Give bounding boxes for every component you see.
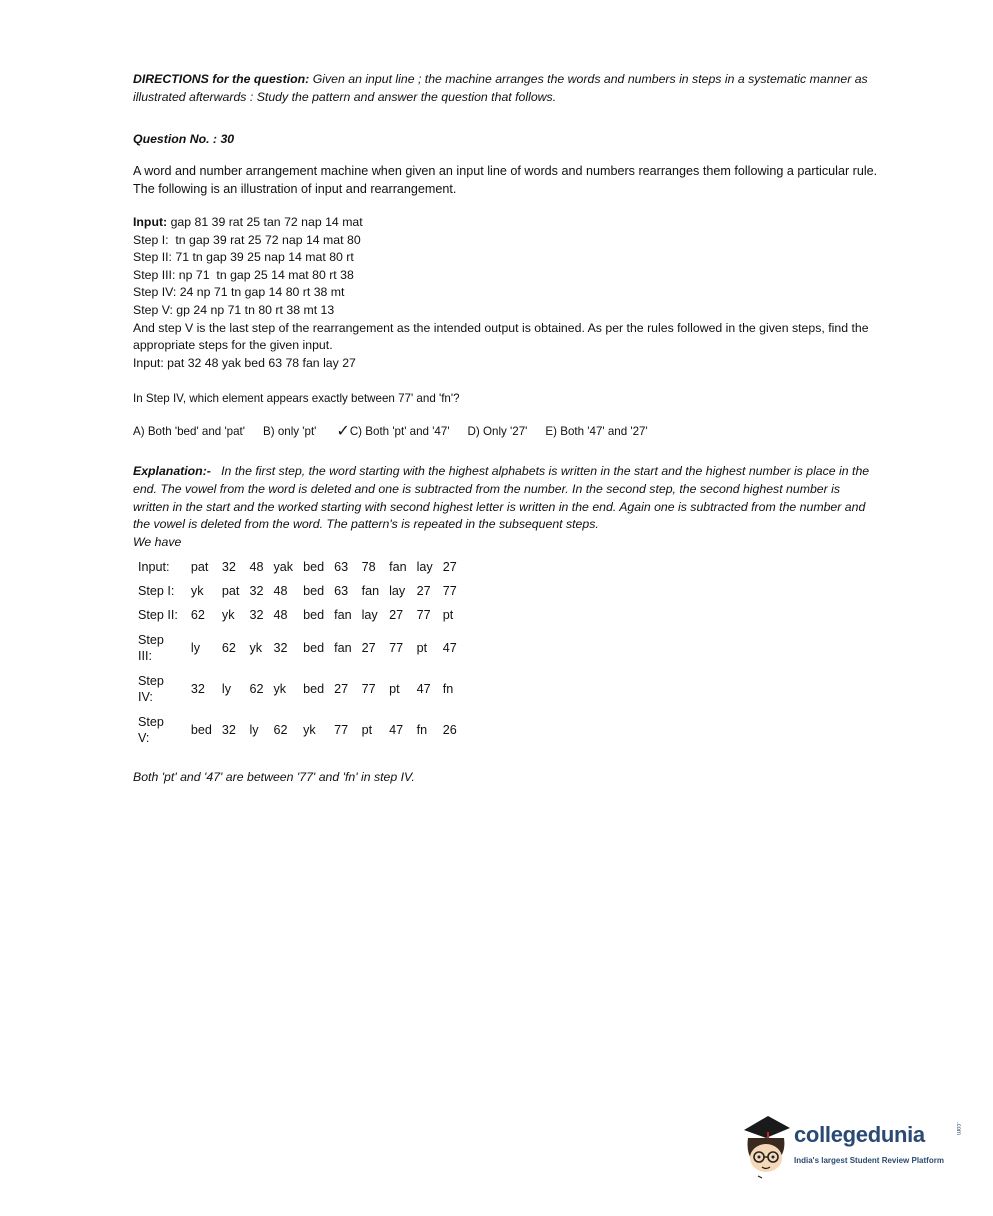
table-cell: yk: [221, 608, 235, 623]
given-input: Input: pat 32 48 yak bed 63 78 fan lay 27: [133, 355, 356, 370]
directions-label: DIRECTIONS for the question:: [133, 72, 310, 86]
table-row: [133, 603, 462, 627]
table-cell: 62: [249, 681, 264, 696]
input-label: Input:: [133, 215, 168, 229]
table-cell: 47: [416, 681, 431, 696]
logo-tagline: India's largest Student Review Platform: [794, 1156, 944, 1165]
table-cell: 27: [442, 560, 457, 575]
table-cell: 62: [221, 640, 236, 655]
question-page: [133, 70, 878, 784]
table-cell: fn: [416, 722, 428, 737]
table-row: [133, 579, 462, 603]
directions-text: Given an input line ; the machine arranges the words and numbers in steps in a systematic manner as illustrated afterwards : Study the pattern and answer the question that follows.: [133, 72, 868, 104]
question-number: Question No. : 30: [133, 132, 235, 146]
explanation: [133, 463, 878, 533]
illustration-step: Step I: tn gap 39 rat 25 72 nap 14 mat 80: [133, 232, 361, 247]
table-cell: 47: [442, 640, 457, 655]
table-cell: fn: [442, 681, 454, 696]
illustration-step: Step IV: 24 np 71 tn gap 14 80 rt 38 mt: [133, 285, 345, 300]
illustration-step: Step II: 71 tn gap 39 25 nap 14 mat 80 rt: [133, 250, 354, 265]
table-cell: pt: [389, 681, 400, 696]
explanation-text: In the first step, the word starting with the highest alphabets is written in the start and the highest number is place in the end. The vowel from the word is deleted and one is subtracted from the number. In the second step, the second highest number is written in the start and the worked starting with second highest letter is written in the end. Again one is subtracted from the number and the vowel is deleted from the word. The pattern's is repeated in the subsequent steps.: [133, 464, 870, 532]
table-row: [133, 627, 462, 668]
table-cell: yk: [249, 640, 263, 655]
conclusion: Both 'pt' and '47' are between '77' and 'fn' in step IV.: [133, 770, 415, 785]
row-label: Step V:: [138, 714, 164, 745]
option-e: E) Both '47' and '27': [545, 424, 648, 438]
illustration-step: Step V: gp 24 np 71 tn 80 rt 38 mt 13: [133, 302, 335, 317]
row-label: Step IV:: [138, 673, 164, 704]
option-b: B) only 'pt': [263, 424, 317, 438]
illustration: [133, 214, 878, 372]
table-cell: 77: [416, 608, 431, 623]
illustration-step: Step III: np 71 tn gap 25 14 mat 80 rt 38: [133, 267, 354, 282]
table-cell: 48: [273, 608, 288, 623]
table-cell: lay: [416, 560, 433, 575]
table-cell: pt: [416, 640, 428, 655]
table-cell: bed: [303, 681, 325, 696]
table-cell: 27: [389, 608, 404, 623]
table-cell: 48: [249, 560, 264, 575]
table-cell: 63: [334, 584, 349, 599]
table-cell: ly: [221, 681, 232, 696]
row-label: Step I:: [138, 584, 175, 599]
input-text: gap 81 39 rat 25 tan 72 nap 14 mat: [167, 215, 363, 229]
option-c-label: C) Both 'pt' and '47': [349, 425, 450, 439]
option-a: A) Both 'bed' and 'pat': [133, 424, 245, 438]
row-label: Input:: [138, 560, 170, 575]
table-cell: 32: [221, 722, 236, 737]
table-cell: ly: [249, 722, 259, 737]
intro-text: A word and number arrangement machine when given an input line of words and numbers rearranges them following a particular rule. The following is an illustration of input and rearrangement.: [133, 164, 878, 196]
table-row: [133, 668, 462, 709]
table-cell: 32: [190, 681, 205, 696]
table-cell: 27: [334, 681, 349, 696]
table-cell: 26: [442, 722, 457, 737]
table-cell: fan: [334, 608, 352, 623]
table-cell: yk: [273, 681, 287, 696]
table-cell: 77: [389, 640, 404, 655]
table-cell: bed: [190, 722, 212, 737]
table-cell: pat: [221, 584, 240, 599]
table-cell: 77: [442, 584, 457, 599]
table-cell: yk: [303, 722, 316, 737]
row-label: Step II:: [138, 608, 178, 623]
table-cell: lay: [389, 584, 406, 599]
checkmark-icon: ✓: [336, 423, 350, 441]
table-cell: yak: [273, 560, 294, 575]
table-cell: pat: [190, 560, 209, 575]
illustration-closing: And step V is the last step of the rearrangement as the intended output is obtained. As per the rules followed in the given steps, find the appropriate steps for the given input.: [133, 320, 869, 353]
table-cell: fan: [334, 640, 352, 655]
mascot-icon: [738, 1108, 794, 1180]
table-cell: fan: [361, 584, 380, 599]
table-cell: 63: [334, 560, 349, 575]
table-cell: lay: [361, 608, 378, 623]
steps-table: [133, 555, 462, 750]
table-row: [133, 709, 462, 750]
table-cell: 27: [361, 640, 376, 655]
table-cell: bed: [303, 608, 325, 623]
row-label: Step III:: [138, 632, 164, 663]
table-cell: 32: [249, 584, 264, 599]
table-cell: 27: [416, 584, 431, 599]
table-cell: ly: [190, 640, 201, 655]
table-cell: pt: [361, 722, 373, 737]
table-cell: pt: [442, 608, 454, 623]
table-row: [133, 555, 462, 579]
table-cell: 32: [273, 640, 288, 655]
table-cell: 48: [273, 584, 288, 599]
table-cell: 47: [389, 722, 404, 737]
table-cell: 62: [190, 608, 205, 623]
table-cell: 78: [361, 560, 376, 575]
table-cell: 62: [273, 722, 288, 737]
options-row: [133, 421, 878, 441]
logo-suffix: .com: [955, 1122, 961, 1136]
table-cell: 32: [221, 560, 236, 575]
table-cell: 77: [361, 681, 376, 696]
table-cell: bed: [303, 560, 325, 575]
question-text: In Step IV, which element appears exactly between 77' and 'fn'?: [133, 392, 460, 406]
table-cell: fan: [389, 560, 407, 575]
explanation-label: Explanation:-: [133, 464, 211, 479]
table-cell: 32: [249, 608, 264, 623]
option-d: D) Only '27': [467, 424, 528, 438]
logo-wordmark: collegedunia: [794, 1122, 925, 1147]
option-c: [336, 421, 449, 441]
collegedunia-logo: [738, 1108, 968, 1188]
illustration-input: [133, 214, 878, 232]
table-cell: 77: [334, 722, 349, 737]
we-have: We have: [133, 534, 182, 549]
table-cell: bed: [303, 584, 325, 599]
table-cell: bed: [303, 640, 325, 655]
table-cell: yk: [190, 584, 204, 599]
steps-table-body: [133, 555, 462, 750]
directions: [133, 70, 878, 106]
